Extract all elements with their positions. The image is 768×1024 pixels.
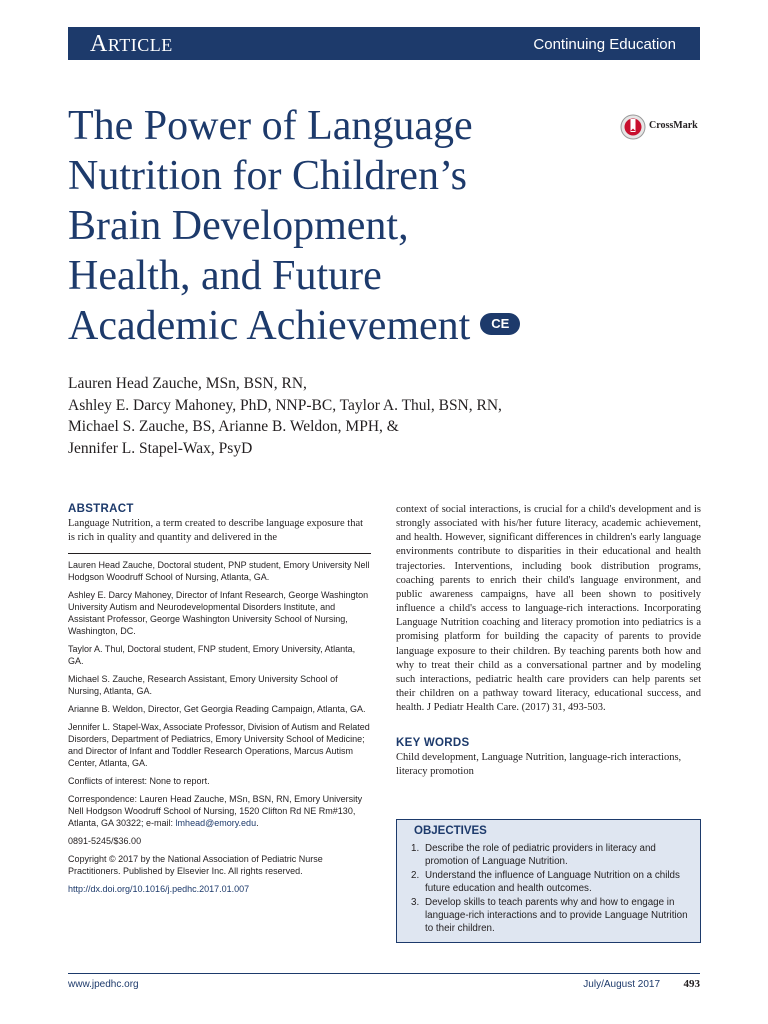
objective-text: Understand the influence of Language Nutrition on a childs future education and health outcomes. [425,870,680,894]
abstract-heading: ABSTRACT [68,503,134,515]
objective-text: Develop skills to teach parents why and how to engage in language-rich interactions and to provide Language Nutrition to their children. [425,897,688,934]
affiliation-item: Lauren Head Zauche, Doctoral student, PNP student, Emory University Nell Hodgson Woodruff School of Nursing, Atlanta, GA. [68,560,370,582]
objective-item [411,842,696,868]
issn-price: 0891-5245/$36.00 [68,836,142,846]
objective-number: 1. [411,843,420,854]
correspondence-text: Correspondence: Lauren Head Zauche, MSn, BSN, RN, Emory University Nell Hodgson Woodruff School of Nursing, 1520 Clifton Rd NE Rm#130, Atlanta, GA 30322; e-mail: [68,794,363,828]
objective-text: Describe the role of pediatric providers in literacy and promotion of Language Nutrition. [425,843,656,867]
objectives-box [396,819,701,943]
title-line-last [68,301,608,351]
title-line: The Power of Language [68,103,473,149]
title-line: Health, and Future [68,253,382,299]
objective-number: 2. [411,870,420,881]
article-title [68,101,608,351]
issue-date: July/August 2017 [583,979,660,990]
abstract-intro: Language Nutrition, a term created to describe language exposure that is rich in quality and quantity and delivered in the [68,518,364,543]
abstract-continued: context of social interactions, is crucial for a child's development and is strongly associated with his/her future literacy, academic achievement, and health. However, significant differences in children's early language environments contribute to disparities in their educational and health trajectories. Interventions, including book distribution programs, coaching parents to enrich their child's language environment, and public awareness campaigns, have all been shown to positively influence a child's access to language-rich interactions. Incorporating Language Nutrition coaching and literacy promotion into pediatrics is a promising platform for building the capacity of parents to provide language exposure to their children. By teaching parents both how and why to treat their child as a conversational partner and by modeling such interactions, pediatric health care providers can help parents set their children on a pathway toward literacy, educational success, and health. J Pediatr Health Care. (2017) 31, 493-503. [396,504,701,714]
title-line-text: Academic Achievement [68,303,471,349]
objectives-heading: OBJECTIVES [414,825,487,837]
right-column [396,503,701,779]
article-label-initial: A [90,31,108,57]
crossmark-button[interactable] [620,112,710,142]
correspondence-email-link[interactable]: lmhead@emory.edu [175,818,257,828]
crossmark-label: CrossMark [649,120,698,131]
ce-badge: CE [480,313,520,335]
correspondence [68,793,371,829]
objective-number: 3. [411,897,420,908]
conflicts-of-interest: Conflicts of interest: None to report. [68,776,210,786]
affiliation-item: Ashley E. Darcy Mahoney, Director of Infant Research, George Washington University Autism and Neurodevelopmental Disorders Institute, and Assistant Professor, George Washington University School of Nursing, Washington, DC. [68,590,369,636]
left-column [68,503,371,895]
affiliation-item: Arianne B. Weldon, Director, Get Georgia Reading Campaign, Atlanta, GA. [68,704,366,714]
author-line: Ashley E. Darcy Mahoney, PhD, NNP-BC, Taylor A. Thul, BSN, RN, [68,396,502,414]
objective-item [411,869,696,895]
affiliation-item: Michael S. Zauche, Research Assistant, Emory University School of Nursing, Atlanta, GA. [68,674,338,696]
copyright-notice: Copyright © 2017 by the National Association of Pediatric Nurse Practitioners. Published by Elsevier Inc. All rights reserved. [68,854,323,876]
objective-item [411,896,696,935]
author-line: Michael S. Zauche, BS, Arianne B. Weldon, MPH, & [68,418,399,435]
article-label [90,31,173,58]
affiliation-item: Jennifer L. Stapel-Wax, Associate Professor, Division of Autism and Related Disorders, Department of Pediatrics, Emory University School of Medicine; and Director of Infant and Toddler Research Operations, Marcus Autism Center, Atlanta, GA. [68,722,370,768]
author-line: Jennifer L. Stapel-Wax, PsyD [68,439,253,457]
title-line: Brain Development, [68,203,409,249]
keywords-heading: KEY WORDS [396,737,470,750]
doi-link[interactable]: http://dx.doi.org/10.1016/j.pedhc.2017.01.007 [68,884,250,894]
objectives-list [411,842,696,936]
header-bar [68,27,700,60]
title-line: Nutrition for Children’s [68,153,467,199]
footer-rule [68,973,700,974]
crossmark-icon [620,112,646,142]
journal-url-link[interactable]: www.jpedhc.org [68,979,139,990]
correspondence-end: . [256,818,259,828]
author-list [68,373,648,459]
page-number: 493 [683,978,700,990]
section-label: Continuing Education [533,36,676,53]
keywords-text: Child development, Language Nutrition, language-rich interactions, literacy promotion [396,752,682,778]
affiliation-divider [68,553,371,554]
author-line: Lauren Head Zauche, MSn, BSN, RN, [68,375,307,392]
article-label-rest: RTICLE [107,35,173,55]
affiliation-item: Taylor A. Thul, Doctoral student, FNP student, Emory University, Atlanta, GA. [68,644,356,666]
